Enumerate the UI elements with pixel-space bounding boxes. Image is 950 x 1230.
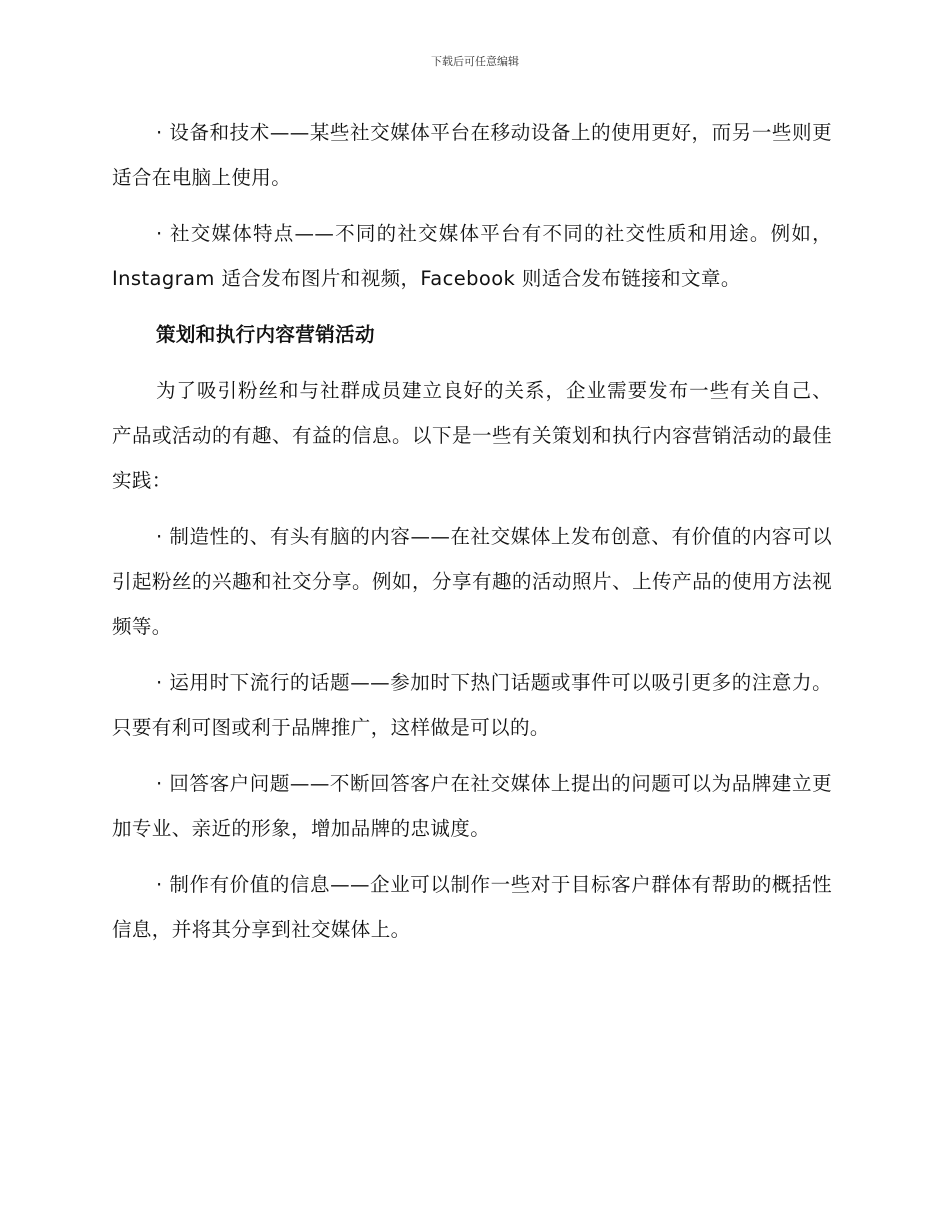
section-heading: 策划和执行内容营销活动 [156,323,375,346]
paragraph-intro: 为了吸引粉丝和与社群成员建立良好的关系，企业需要发布一些有关自己、产品或活动的有趣、有益的信息。以下是一些有关策划和执行内容营销活动的最佳实践： [112,379,832,492]
paragraph-devices-tech: · 设备和技术——某些社交媒体平台在移动设备上的使用更好，而另一些则更适合在电脑上使用。 [112,121,832,189]
document-body [112,110,832,963]
paragraph-trending-topics: · 运用时下流行的话题——参加时下热门话题或事件可以吸引更多的注意力。只要有利可图或利于品牌推广，这样做是可以的。 [112,671,832,739]
paragraph-creative-content: · 制造性的、有头有脑的内容——在社交媒体上发布创意、有价值的内容可以引起粉丝的兴趣和社交分享。例如，分享有趣的活动照片、上传产品的使用方法视频等。 [112,525,832,638]
paragraph-platform-features: · 社交媒体特点——不同的社交媒体平台有不同的社交性质和用途。例如，Instagram 适合发布图片和视频，Facebook 则适合发布链接和文章。 [112,222,832,290]
paragraph-answer-questions: · 回答客户问题——不断回答客户在社交媒体上提出的问题可以为品牌建立更加专业、亲近的形象，增加品牌的忠诚度。 [112,772,832,840]
page-header: 下载后可任意编辑 [431,55,519,68]
paragraph-valuable-info: · 制作有价值的信息——企业可以制作一些对于目标客户群体有帮助的概括性信息，并将其分享到社交媒体上。 [112,873,832,941]
